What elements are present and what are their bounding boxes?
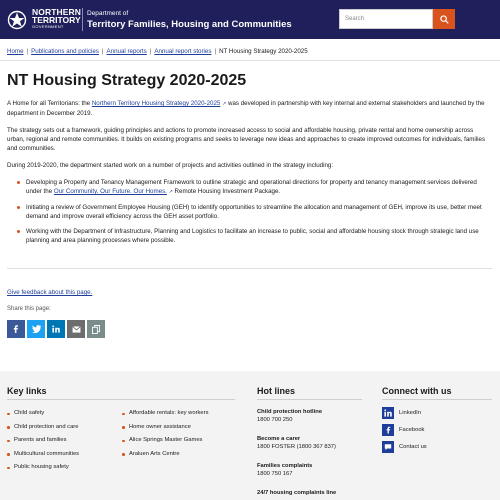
breadcrumb-separator: | <box>26 48 29 55</box>
hotline-become-a-carer <box>257 435 336 451</box>
housing-strategy-link[interactable]: Northern Territory Housing Strategy 2020-2025 <box>91 100 221 107</box>
main-content <box>7 99 492 251</box>
facebook-icon <box>12 325 20 333</box>
hotline-name: 24/7 housing complaints line <box>257 490 337 496</box>
linkedin-icon <box>52 325 60 333</box>
hotline-housing-complaints <box>257 489 336 497</box>
hotline-number[interactable]: 1800 FOSTER (1800 367 837) <box>257 444 336 450</box>
footer-link-multicultural[interactable]: Multicultural communities <box>7 451 79 465</box>
breadcrumb-home[interactable]: Home <box>7 48 24 55</box>
share-facebook-button[interactable] <box>7 320 25 338</box>
logo-line1: NORTHERN <box>32 7 81 17</box>
logo-line3: GOVERNMENT <box>32 24 64 29</box>
share-buttons <box>7 320 105 338</box>
connect-linkedin-label: LinkedIn <box>399 410 421 416</box>
key-links-list-2 <box>122 410 208 464</box>
department-name[interactable]: Territory Families, Housing and Communities <box>87 19 292 30</box>
intro-paragraph <box>7 99 492 118</box>
hotline-number[interactable]: 1800 750 167 <box>257 471 293 477</box>
share-email-button[interactable] <box>67 320 85 338</box>
header-divider <box>82 8 83 31</box>
breadcrumb-annual-report-stories[interactable]: Annual report stories <box>154 48 212 55</box>
nt-government-logo[interactable] <box>7 7 81 32</box>
site-footer <box>0 371 500 500</box>
page-title: NT Housing Strategy 2020-2025 <box>7 72 247 89</box>
facebook-icon <box>382 424 394 436</box>
connect-linkedin[interactable] <box>382 407 421 419</box>
footer-link-affordable-rentals[interactable]: Affordable rentals: key workers <box>122 410 208 424</box>
connect-divider <box>382 399 492 400</box>
key-links-divider <box>7 399 235 400</box>
connect-facebook-label: Facebook <box>399 427 425 433</box>
share-label: Share this page: <box>7 306 51 312</box>
footer-link-child-protection[interactable]: Child protection and care <box>7 424 79 438</box>
breadcrumb <box>7 48 308 55</box>
hotline-families-complaints <box>257 462 312 478</box>
copy-icon <box>92 325 100 334</box>
connect-contact-us-label: Contact us <box>399 444 427 450</box>
hotline-name: Become a carer <box>257 436 301 442</box>
key-links-title: Key links <box>7 386 47 396</box>
footer-link-araluen-arts-centre[interactable]: Araluen Arts Centre <box>122 451 208 465</box>
hotline-number[interactable]: 1800 700 250 <box>257 417 293 423</box>
share-twitter-button[interactable] <box>27 320 45 338</box>
site-header <box>0 0 500 39</box>
hotlines-divider <box>257 399 362 400</box>
strategy-paragraph: The strategy sets out a framework, guiding principles and actions to promote increased access to social and affordable housing, private rental and home ownership across urban, regional and remote communities. It builds on existing programs and seeks to leverage new ideas and approaches to create improved outcomes for individuals, families and communities. <box>7 127 486 152</box>
breadcrumb-annual-reports[interactable]: Annual reports <box>106 48 147 55</box>
search-input[interactable]: Search <box>339 9 433 29</box>
key-links-list-1 <box>7 410 79 478</box>
department-prefix: Department of <box>87 10 129 17</box>
list-item <box>17 203 492 221</box>
intro-text: A Home for all Territorians: the <box>7 100 92 107</box>
footer-link-public-housing-safety[interactable]: Public housing safety <box>7 464 79 478</box>
breadcrumb-current: NT Housing Strategy 2020-2025 <box>219 48 308 55</box>
search-icon <box>440 15 449 24</box>
connect-facebook[interactable] <box>382 424 424 436</box>
connect-title: Connect with us <box>382 386 452 396</box>
email-icon <box>72 326 81 333</box>
external-link-icon: ↗ <box>168 189 173 195</box>
footer-link-alice-springs-master-games[interactable]: Alice Springs Master Games <box>122 437 208 451</box>
list-item <box>17 227 492 245</box>
hotline-name: Families complaints <box>257 463 313 469</box>
breadcrumb-divider <box>0 60 500 61</box>
our-community-link[interactable]: Our Community. Our Future. Our Homes. <box>53 188 167 195</box>
list-item-text: Initiating a review of Government Employee Housing (GEH) to identify opportunities to streamline the allocation and management of GEH, improve its use, better meet demand and improve overall efficiency across the GEH asset portfolio. <box>26 204 482 220</box>
list-item-text: Working with the Department of Infrastructure, Planning and Logistics to facilitate an increase to public, social and affordable housing stock through strategic land use planning and area planning processes where possible. <box>26 228 479 244</box>
intro-text-end: was developed in partnership with key internal and external stakeholders and launched by the department in December 2019. <box>7 100 485 117</box>
logo-line2: TERRITORY <box>32 15 81 25</box>
footer-link-parents-families[interactable]: Parents and families <box>7 437 79 451</box>
projects-paragraph: During 2019-2020, the department started work on a number of projects and activities outlined in the strategy including: <box>7 162 334 169</box>
hotline-child-protection <box>257 408 322 424</box>
list-item <box>17 178 492 197</box>
search-button[interactable] <box>433 9 455 29</box>
nt-emblem-icon <box>7 9 27 31</box>
linkedin-icon <box>382 407 394 419</box>
breadcrumb-separator: | <box>214 48 217 55</box>
chat-icon <box>382 441 394 453</box>
list-item-text-end: Remote Housing Investment Package. <box>172 188 281 195</box>
hotline-name: Child protection hotline <box>257 409 323 415</box>
breadcrumb-separator: | <box>101 48 104 55</box>
connect-contact-us[interactable] <box>382 441 427 453</box>
footer-link-child-safety[interactable]: Child safety <box>7 410 79 424</box>
share-copy-button[interactable] <box>87 320 105 338</box>
projects-list <box>17 178 492 245</box>
hotlines-title: Hot lines <box>257 386 296 396</box>
twitter-icon <box>32 325 41 333</box>
content-divider <box>7 268 492 269</box>
external-link-icon: ↗ <box>222 101 227 107</box>
breadcrumb-separator: | <box>149 48 152 55</box>
breadcrumb-publications[interactable]: Publications and policies <box>31 48 99 55</box>
list-item-text: Developing a Property and Tenancy Management Framework to outline strategic and operational directions for property and tenancy management services delivered under the <box>26 179 477 195</box>
footer-link-home-owner-assistance[interactable]: Home owner assistance <box>122 424 208 438</box>
share-linkedin-button[interactable] <box>47 320 65 338</box>
feedback-link[interactable]: Give feedback about this page. <box>7 289 93 296</box>
